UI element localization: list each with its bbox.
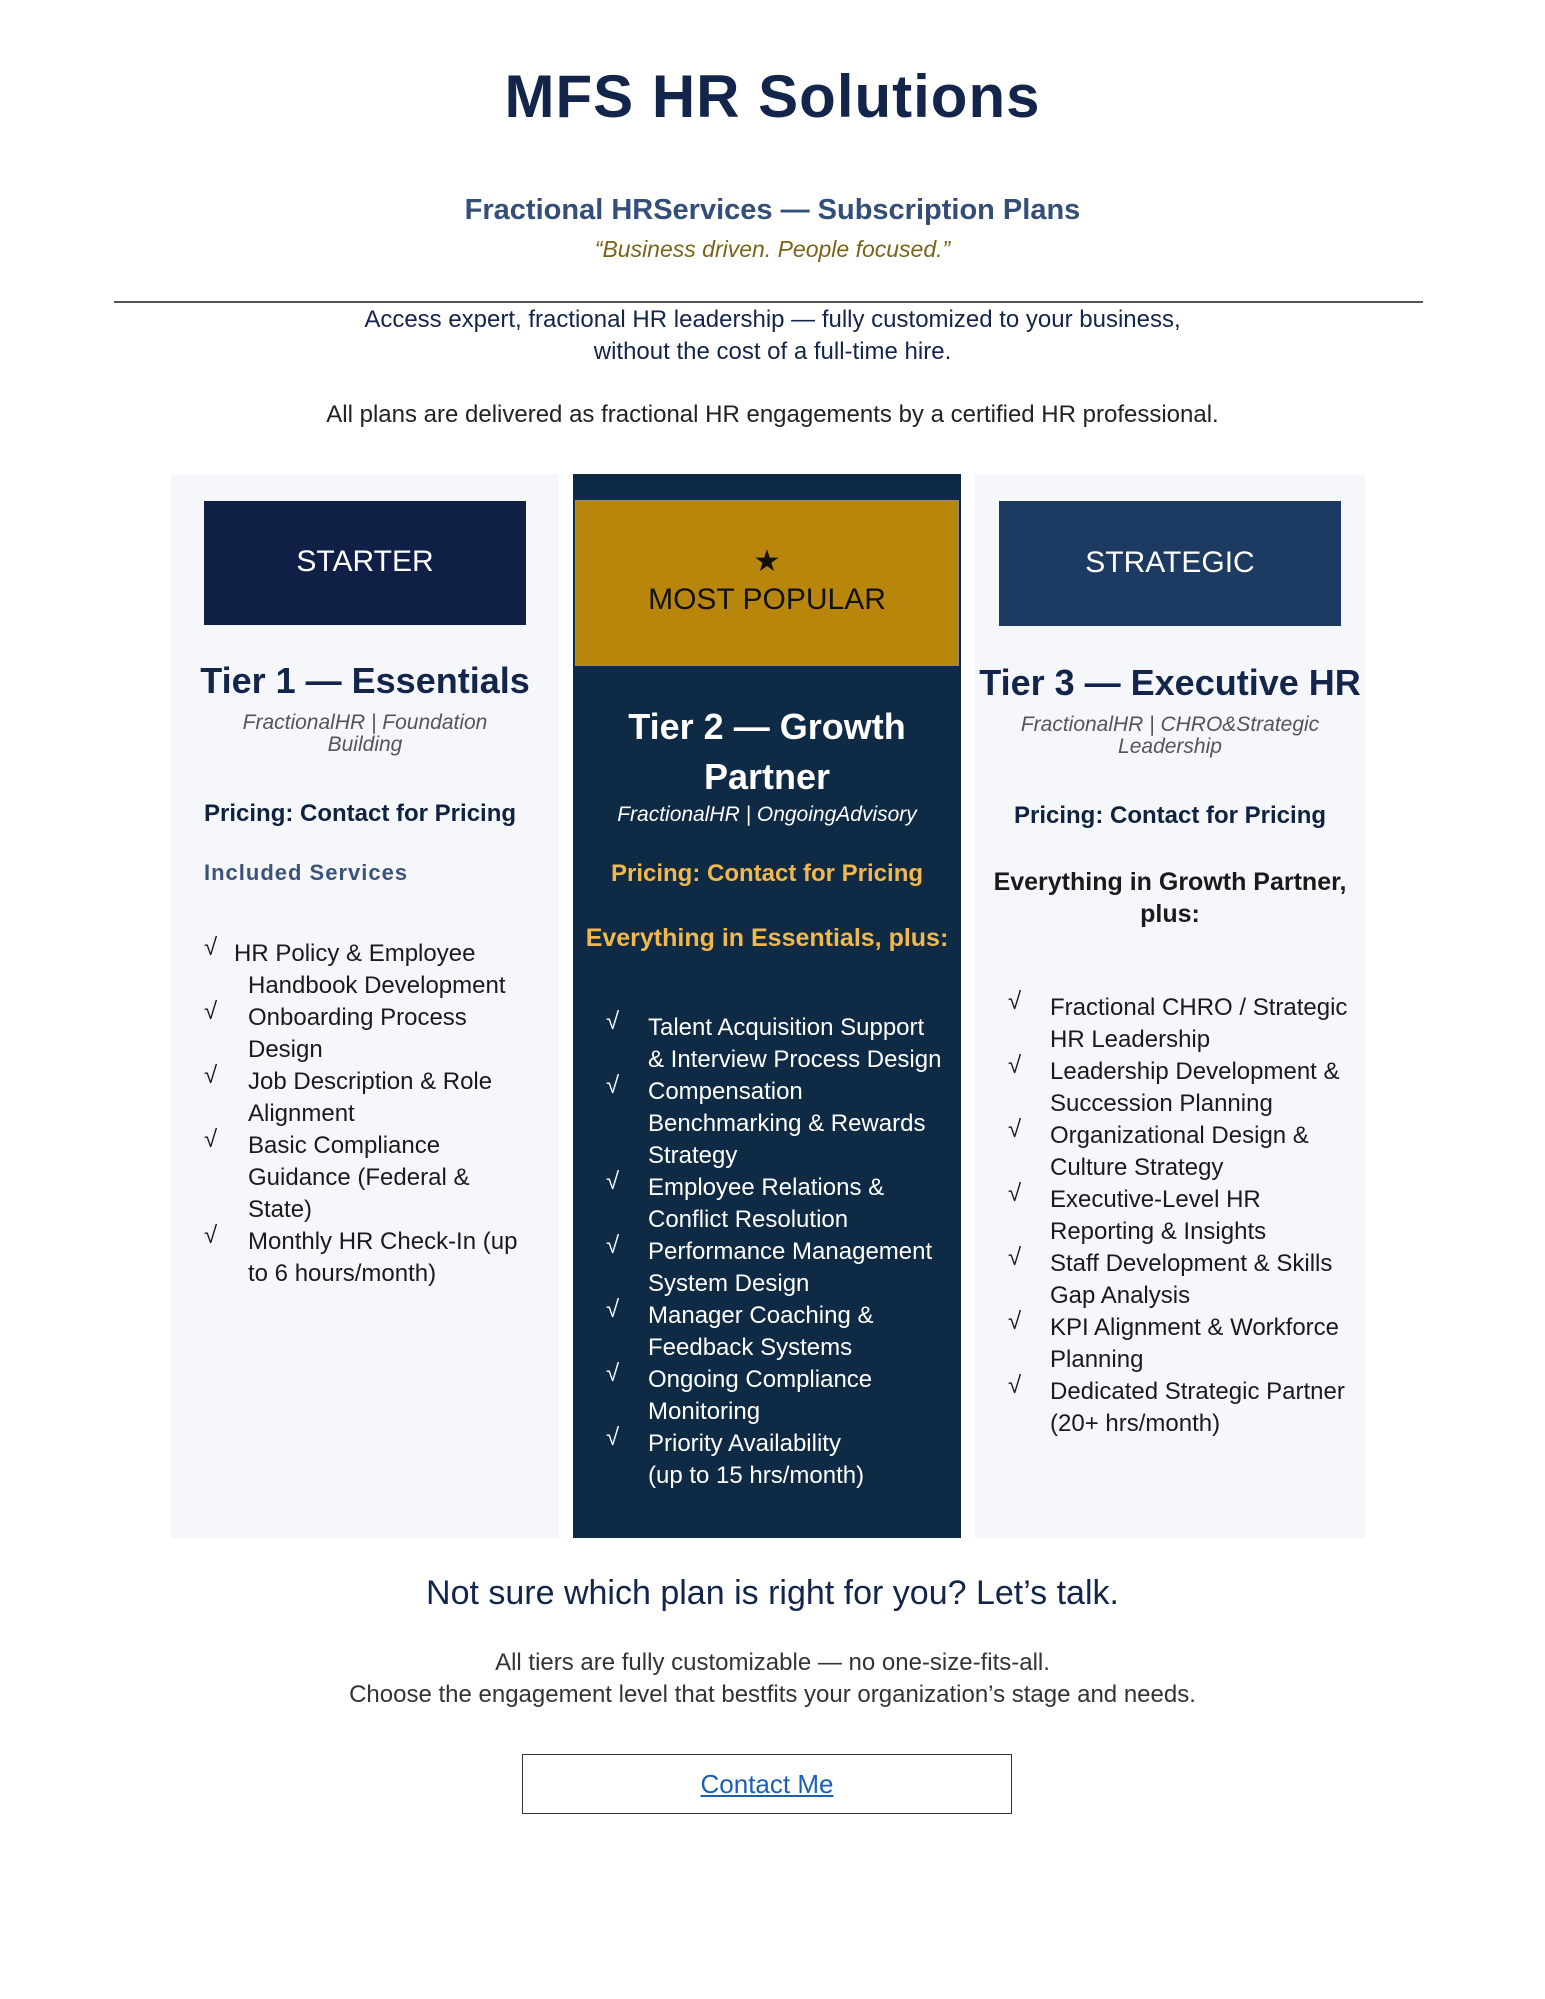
list-item xyxy=(606,1232,956,1300)
list-item xyxy=(606,1008,956,1076)
tier-subtitle xyxy=(191,712,539,756)
list-item-text: Guidance (Federal & xyxy=(248,1164,470,1191)
check-icon: √ xyxy=(606,1168,620,1195)
tier-card-essentials xyxy=(171,474,559,1538)
intro-line: Access expert, fractional HR leadership — fully customized to your business, xyxy=(364,306,1181,333)
everything-in-line: plus: xyxy=(1140,900,1200,928)
check-icon: √ xyxy=(1008,988,1022,1015)
list-item-text: Basic Compliance xyxy=(248,1132,441,1159)
list-item xyxy=(1008,1180,1363,1248)
list-item xyxy=(1008,1052,1363,1120)
list-item-text: Strategy xyxy=(648,1142,738,1169)
list-item-text: Leadership Development & xyxy=(1050,1058,1340,1085)
intro-line: without the cost of a full-time hire. xyxy=(593,338,952,365)
check-icon: √ xyxy=(204,1222,218,1249)
list-item-text: (20+ hrs/month) xyxy=(1050,1410,1221,1437)
check-icon: √ xyxy=(606,1008,620,1035)
list-item-text: to 6 hours/month) xyxy=(248,1260,437,1287)
check-icon: √ xyxy=(606,1424,620,1451)
star-icon: ★ xyxy=(753,545,781,578)
list-item xyxy=(606,1296,956,1364)
tier-pricing: Pricing: Contact for Pricing xyxy=(1013,802,1327,829)
list-item xyxy=(606,1360,956,1428)
tier-name xyxy=(573,702,961,802)
tier-badge-strategic: STRATEGIC xyxy=(999,501,1341,626)
tier-subtitle xyxy=(995,714,1345,758)
check-icon: √ xyxy=(1008,1308,1022,1335)
list-item xyxy=(204,1222,544,1290)
tier-pricing: Pricing: Contact for Pricing xyxy=(610,860,924,887)
check-icon: √ xyxy=(606,1296,620,1323)
tier-subtitle-line: FractionalHR | Foundation xyxy=(242,711,488,734)
list-item-text: (up to 15 hrs/month) xyxy=(648,1462,865,1489)
check-icon: √ xyxy=(606,1360,620,1387)
list-item-text: Monthly HR Check-In (up xyxy=(248,1228,518,1255)
check-icon: √ xyxy=(204,998,218,1025)
page-title: MFS HR Solutions xyxy=(504,63,1041,130)
tier-subtitle-line: Building xyxy=(327,733,403,756)
list-item-text: & Interview Process Design xyxy=(648,1046,942,1073)
feature-list xyxy=(606,1008,956,1492)
list-item-text: Executive-Level HR xyxy=(1050,1186,1261,1213)
feature-list xyxy=(1008,988,1363,1440)
list-item-text: Succession Planning xyxy=(1050,1090,1273,1117)
list-item-text: Culture Strategy xyxy=(1050,1154,1224,1181)
check-icon: √ xyxy=(204,1062,218,1089)
list-item-text: Talent Acquisition Support xyxy=(648,1014,925,1041)
list-item-text: Dedicated Strategic Partner xyxy=(1050,1378,1345,1405)
list-item-text: Compensation xyxy=(648,1078,803,1105)
cta-body-line: Choose the engagement level that bestfits your organization’s stage and needs. xyxy=(349,1681,1196,1708)
tier-card-growth xyxy=(573,474,961,1538)
check-icon: √ xyxy=(1008,1052,1022,1079)
everything-in-heading xyxy=(975,866,1365,930)
check-icon: √ xyxy=(1008,1180,1022,1207)
delivery-note: All plans are delivered as fractional HR engagements by a certified HR professional. xyxy=(326,401,1219,428)
included-services-heading: Included Services xyxy=(204,860,409,885)
contact-box[interactable] xyxy=(522,1754,1012,1814)
tier-name: Tier 1 — Essentials xyxy=(200,660,530,701)
list-item-text: Reporting & Insights xyxy=(1050,1218,1267,1245)
list-item-text: State) xyxy=(248,1196,313,1223)
list-item-text: Onboarding Process xyxy=(248,1004,467,1031)
list-item-text: Staff Development & Skills xyxy=(1050,1250,1333,1277)
tier-subtitle: FractionalHR | OngoingAdvisory xyxy=(617,803,917,826)
list-item-text: Performance Management xyxy=(648,1238,933,1265)
tier-name-line: Partner xyxy=(703,756,831,797)
list-item-text: Job Description & Role xyxy=(248,1068,493,1095)
list-item-text: Feedback Systems xyxy=(648,1334,853,1361)
list-item xyxy=(204,1126,544,1226)
list-item-text: HR Policy & Employee xyxy=(234,940,476,967)
list-item-text: Organizational Design & xyxy=(1050,1122,1309,1149)
list-item xyxy=(204,998,544,1066)
list-item-text: KPI Alignment & Workforce xyxy=(1050,1314,1340,1341)
list-item-text: Manager Coaching & xyxy=(648,1302,874,1329)
everything-in-line: Everything in Growth Partner, xyxy=(993,868,1347,896)
check-icon: √ xyxy=(1008,1116,1022,1143)
tier-pricing: Pricing: Contact for Pricing xyxy=(204,800,517,827)
list-item-text: System Design xyxy=(648,1270,810,1297)
list-item-text: Fractional CHRO / Strategic xyxy=(1050,994,1348,1021)
contact-me-link[interactable]: Contact Me xyxy=(700,1769,834,1799)
cta-body-line: All tiers are fully customizable — no one-size-fits-all. xyxy=(495,1649,1050,1676)
list-item-text: Planning xyxy=(1050,1346,1144,1373)
tier-subtitle-line: FractionalHR | CHRO&Strategic xyxy=(1020,713,1320,736)
tier-name-line: Tier 2 — Growth xyxy=(628,706,906,747)
list-item xyxy=(606,1072,956,1172)
list-item xyxy=(606,1424,956,1492)
check-icon: √ xyxy=(1008,1244,1022,1271)
tier-card-executive xyxy=(975,474,1365,1538)
everything-in-heading: Everything in Essentials, plus: xyxy=(585,924,949,952)
tier-name: Tier 3 — Executive HR xyxy=(979,662,1361,703)
tagline: “Business driven. People focused.” xyxy=(594,236,951,262)
page-subtitle: Fractional HRServices — Subscription Plans xyxy=(464,194,1081,226)
list-item xyxy=(204,1062,544,1130)
list-item-text: HR Leadership xyxy=(1050,1026,1211,1053)
tier-badge-starter: STARTER xyxy=(204,501,526,625)
list-item-text: Handbook Development xyxy=(248,972,506,999)
badge-label: MOST POPULAR xyxy=(648,583,886,616)
list-item-text: Ongoing Compliance xyxy=(648,1366,873,1393)
feature-list xyxy=(204,934,544,1290)
check-icon: √ xyxy=(204,1126,218,1153)
list-item xyxy=(606,1168,956,1236)
list-item-text: Alignment xyxy=(248,1100,355,1127)
list-item xyxy=(204,934,544,1002)
list-item xyxy=(1008,988,1363,1056)
list-item xyxy=(1008,1308,1363,1376)
tier-subtitle-line: Leadership xyxy=(1118,735,1222,758)
list-item xyxy=(1008,1372,1363,1440)
check-icon: √ xyxy=(1008,1372,1022,1399)
list-item-text: Employee Relations & xyxy=(648,1174,885,1201)
check-icon: √ xyxy=(204,934,218,961)
list-item xyxy=(1008,1244,1363,1312)
tier-badge-most-popular xyxy=(575,500,959,666)
check-icon: √ xyxy=(606,1072,620,1099)
list-item-text: Design xyxy=(248,1036,323,1063)
list-item-text: Monitoring xyxy=(648,1398,761,1425)
cta-heading: Not sure which plan is right for you? Let’s talk. xyxy=(426,1574,1119,1612)
check-icon: √ xyxy=(606,1232,620,1259)
list-item-text: Gap Analysis xyxy=(1050,1282,1191,1309)
list-item-text: Conflict Resolution xyxy=(648,1206,849,1233)
list-item-text: Priority Availability xyxy=(648,1430,841,1457)
divider xyxy=(114,301,1423,303)
list-item-text: Benchmarking & Rewards xyxy=(648,1110,926,1137)
cta-body xyxy=(0,1647,1545,1711)
list-item xyxy=(1008,1116,1363,1184)
intro-text xyxy=(0,304,1545,368)
